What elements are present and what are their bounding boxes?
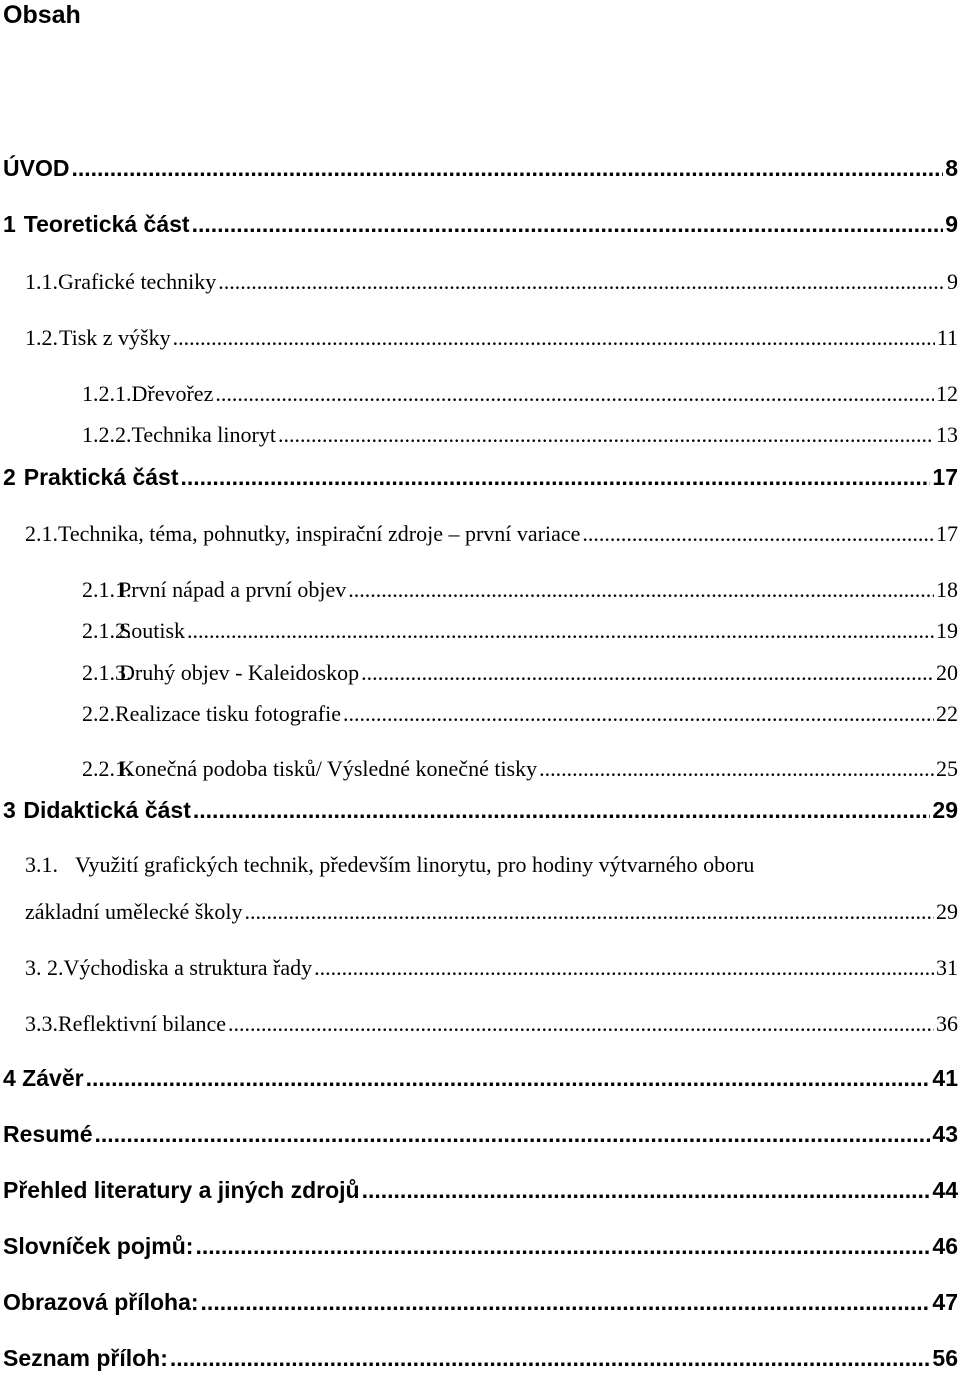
dot-leader <box>187 618 934 644</box>
dot-leader <box>343 701 934 727</box>
dot-leader <box>173 325 935 351</box>
toc-section-number: 2.1.1. <box>82 577 132 602</box>
toc-entry-obrazova-priloha[interactable] <box>3 1289 958 1316</box>
toc-label: Technika linoryt <box>131 422 276 447</box>
toc-page-number: 29 <box>936 899 958 924</box>
dot-leader <box>94 1121 930 1148</box>
dot-leader <box>218 269 945 295</box>
dot-leader <box>86 1065 931 1092</box>
toc-section-number: 2.1.2. <box>82 618 132 643</box>
toc-section-number: 1 <box>3 211 16 237</box>
toc-page-number: 17 <box>936 521 958 546</box>
toc-page-number: 29 <box>932 797 958 823</box>
toc-section-number: 2 <box>3 464 16 490</box>
toc-page-number: 36 <box>936 1011 958 1036</box>
toc-label: Grafické techniky <box>58 269 217 294</box>
toc-label: základní umělecké školy <box>25 899 243 924</box>
toc-label: Soutisk <box>119 618 186 643</box>
dot-leader <box>314 955 934 981</box>
toc-page-number: 13 <box>936 422 958 447</box>
toc-entry-uvod[interactable] <box>3 155 958 182</box>
toc-section-number: 3.1. <box>25 852 58 877</box>
toc-label: Obrazová příloha: <box>3 1289 199 1315</box>
toc-entry-technika-linoryt[interactable] <box>82 422 958 448</box>
toc-entry-prehled-literatury[interactable] <box>3 1177 958 1204</box>
toc-section-number: 3 <box>3 797 16 823</box>
toc-label: ÚVOD <box>3 155 70 181</box>
toc-page-number: 44 <box>932 1177 958 1203</box>
toc-page-number: 46 <box>932 1233 958 1259</box>
toc-label: Konečná podoba tisků/ Výsledné konečné tisky <box>119 756 538 781</box>
toc-page-number: 31 <box>936 955 958 980</box>
dot-leader <box>582 521 934 547</box>
toc-page-number: 9 <box>945 211 958 237</box>
toc-entry-prakticka-cast[interactable] <box>3 464 958 491</box>
dot-leader <box>201 1289 931 1316</box>
toc-page-number: 19 <box>936 618 958 643</box>
toc-label: Didaktická část <box>23 797 191 823</box>
toc-entry-drevorez[interactable] <box>82 381 958 407</box>
toc-section-number: 2.1.3. <box>82 660 132 685</box>
toc-page-number: 12 <box>936 381 958 406</box>
toc-page-number: 43 <box>932 1121 958 1147</box>
toc-entry-didakticka-cast[interactable] <box>3 797 958 824</box>
toc-page-number: 11 <box>936 325 958 350</box>
toc-label: Využití grafických technik, především linorytu, pro hodiny výtvarného oboru <box>75 852 755 877</box>
dot-leader <box>71 155 943 182</box>
dot-leader <box>180 464 930 491</box>
toc-entry-zaver[interactable] <box>3 1065 958 1092</box>
page-title: Obsah <box>3 1 81 29</box>
toc-entry-teoreticka-cast[interactable] <box>3 211 958 238</box>
toc-section-number: 1.1. <box>25 269 58 294</box>
toc-page-number: 41 <box>932 1065 958 1091</box>
toc-entry-reflektivni-bilance[interactable] <box>25 1011 958 1037</box>
toc-label: Seznam příloh: <box>3 1345 168 1371</box>
dot-leader <box>193 797 931 824</box>
dot-leader <box>170 1345 931 1372</box>
dot-leader <box>278 422 934 448</box>
toc-entry-soutisk[interactable] <box>82 618 958 644</box>
dot-leader <box>192 211 944 238</box>
dot-leader <box>244 899 934 925</box>
toc-page-number: 56 <box>932 1345 958 1371</box>
toc-label: Druhý objev - Kaleidoskop <box>119 660 360 685</box>
toc-section-number: 2.2.1. <box>82 756 132 781</box>
toc-entry-druhy-objev[interactable] <box>82 660 958 686</box>
dot-leader <box>361 660 934 686</box>
toc-label: Východiska a struktura řady <box>63 955 313 980</box>
toc-entry-vychodiska[interactable] <box>25 955 958 981</box>
toc-section-number: 1.2. <box>25 325 58 350</box>
toc-label: Přehled literatury a jiných zdrojů <box>3 1177 360 1203</box>
toc-section-number: 3.3. <box>25 1011 58 1036</box>
toc-entry-vyuziti-line1[interactable] <box>25 852 754 878</box>
toc-page-number: 20 <box>936 660 958 685</box>
toc-label: Dřevořez <box>131 381 214 406</box>
toc-entry-technika-tema[interactable] <box>25 521 958 547</box>
toc-label: Realizace tisku fotografie <box>115 701 342 726</box>
toc-label: Teoretická část <box>23 211 190 237</box>
dot-leader <box>348 577 934 603</box>
toc-page-number: 8 <box>945 155 958 181</box>
dot-leader <box>362 1177 931 1204</box>
toc-entry-vyuziti-line2[interactable] <box>25 899 958 925</box>
toc-label: Reflektivní bilance <box>58 1011 226 1036</box>
toc-label: 4 Závěr <box>3 1065 84 1091</box>
toc-page-number: 22 <box>936 701 958 726</box>
toc-label: Tisk z výšky <box>58 325 171 350</box>
toc-entry-realizace-tisku[interactable] <box>82 701 958 727</box>
toc-entry-prvni-napad[interactable] <box>82 577 958 603</box>
toc-page-number: 18 <box>936 577 958 602</box>
toc-page-number: 9 <box>947 269 958 294</box>
toc-section-number: 1.2.2. <box>82 422 132 447</box>
toc-label: Praktická část <box>23 464 179 490</box>
dot-leader <box>228 1011 934 1037</box>
dot-leader <box>215 381 934 407</box>
toc-page-number: 25 <box>936 756 958 781</box>
toc-section-number: 3. 2. <box>25 955 64 980</box>
toc-entry-tisk-z-vysky[interactable] <box>25 325 958 351</box>
toc-entry-resume[interactable] <box>3 1121 958 1148</box>
toc-label: Technika, téma, pohnutky, inspirační zdroje – první variace <box>58 521 581 546</box>
toc-label: Slovníček pojmů: <box>3 1233 194 1259</box>
toc-section-number: 1.2.1. <box>82 381 132 406</box>
toc-section-number: 2.2. <box>82 701 115 726</box>
toc-entry-konecna-podoba[interactable] <box>82 756 958 782</box>
dot-leader <box>195 1233 930 1260</box>
toc-label: První nápad a první objev <box>119 577 347 602</box>
toc-label: Resumé <box>3 1121 93 1147</box>
toc-page-number: 17 <box>932 464 958 490</box>
toc-entry-slovnicek[interactable] <box>3 1233 958 1260</box>
toc-entry-graficke-techniky[interactable] <box>25 269 958 295</box>
toc-page-number: 47 <box>932 1289 958 1315</box>
dot-leader <box>539 756 934 782</box>
toc-section-number: 2.1. <box>25 521 58 546</box>
toc-entry-seznam-priloh[interactable] <box>3 1345 958 1372</box>
